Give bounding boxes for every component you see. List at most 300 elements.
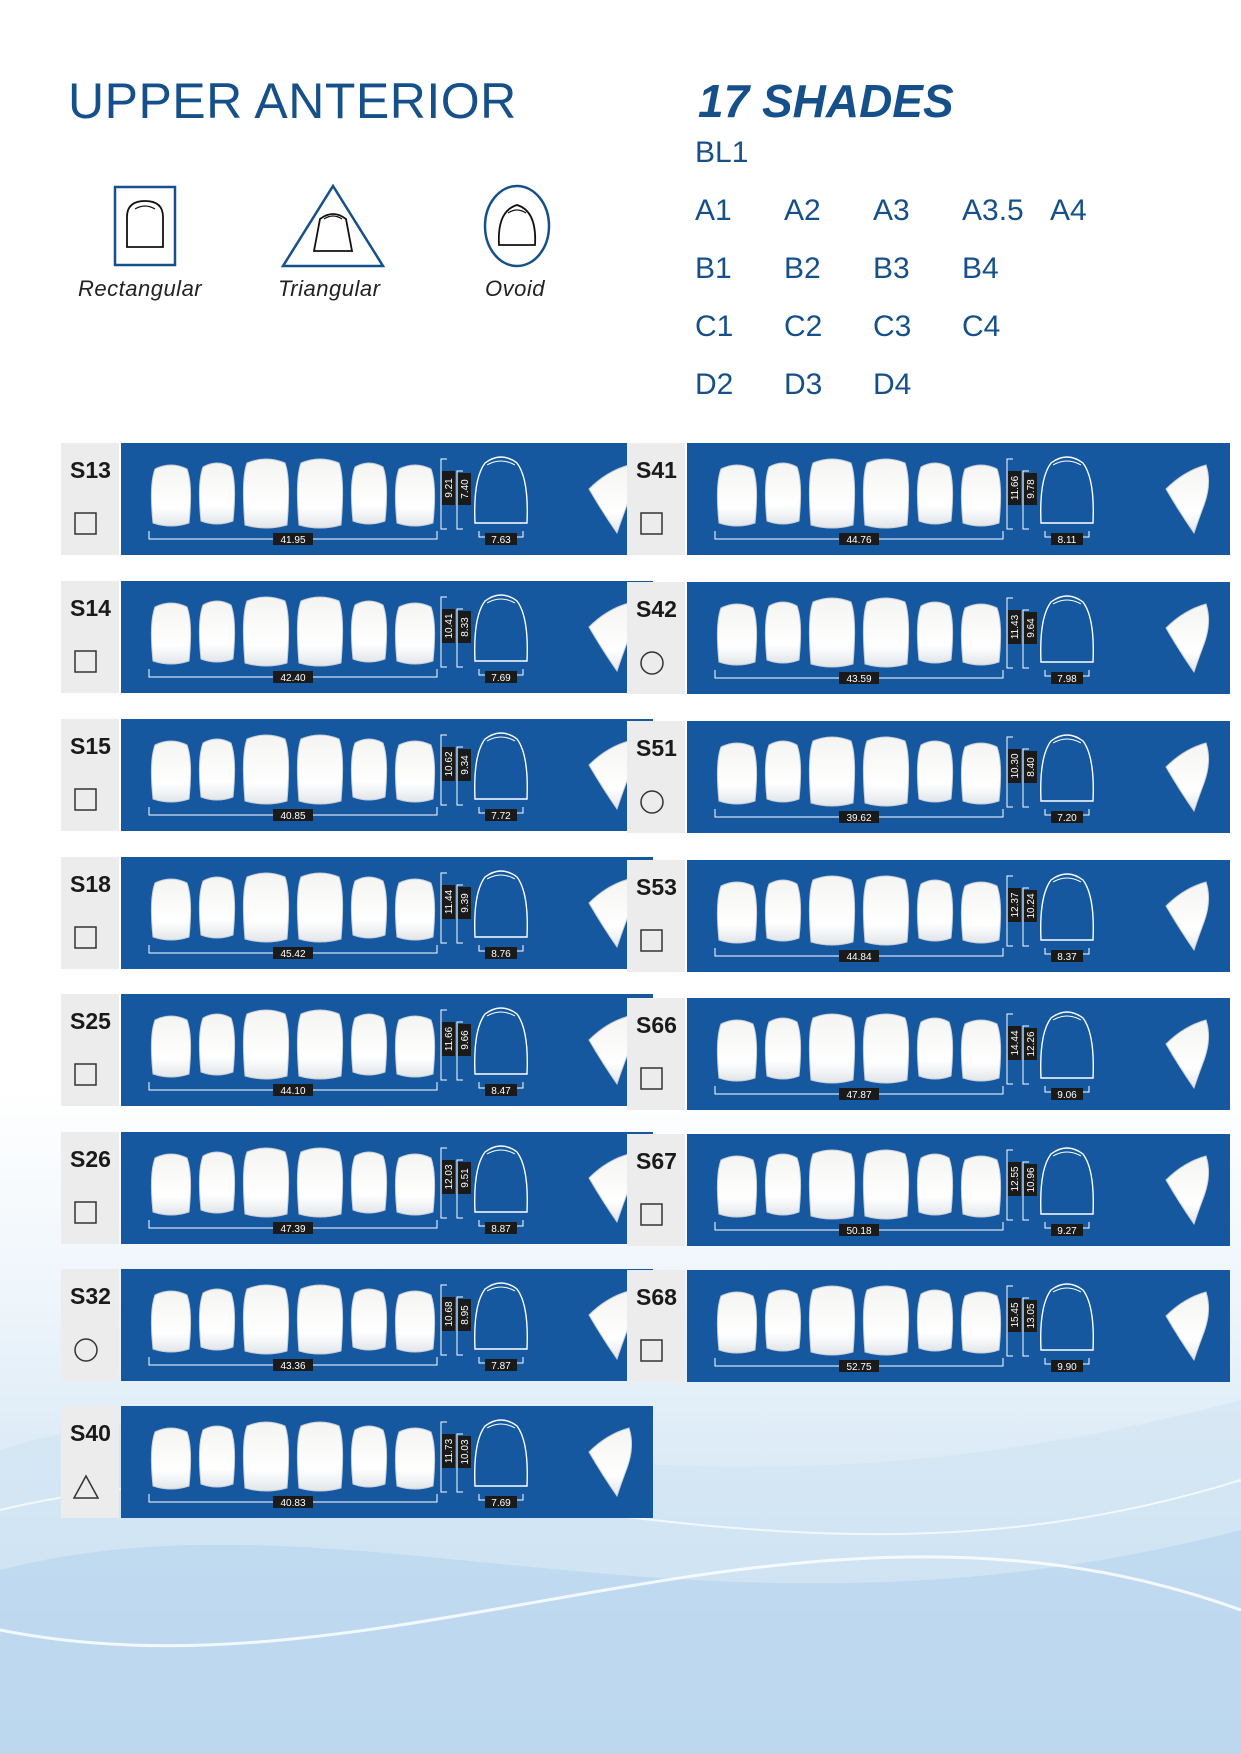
height2-label: 10.03 xyxy=(460,1439,471,1465)
shade-a2: A2 xyxy=(784,194,821,227)
shade-c2: C2 xyxy=(784,310,823,343)
tooth xyxy=(765,1290,800,1351)
tooth xyxy=(765,880,800,941)
tooth xyxy=(395,1291,434,1352)
tooth-outline-icon xyxy=(1041,1284,1094,1350)
tooth xyxy=(351,601,386,662)
mold-illustration xyxy=(687,721,1230,833)
tooth xyxy=(961,882,1000,943)
square-shape-marker-icon xyxy=(73,787,99,813)
tooth xyxy=(151,1016,190,1077)
square-shape-marker-icon xyxy=(639,1338,665,1364)
mold-card-s40 xyxy=(61,1406,653,1518)
mold-illustration xyxy=(121,719,653,831)
tooth xyxy=(151,465,190,526)
mold-code: S15 xyxy=(70,733,111,759)
mold-panel xyxy=(121,857,653,969)
height2-label: 9.39 xyxy=(460,893,471,913)
shade-c3: C3 xyxy=(873,310,912,343)
mold-illustration xyxy=(121,857,653,969)
tooth xyxy=(917,880,952,941)
square-shape-marker-icon xyxy=(73,649,99,675)
tooth-outline-icon xyxy=(1041,596,1094,662)
tooth xyxy=(717,1020,756,1081)
width-label: 44.84 xyxy=(846,952,872,963)
mold-panel xyxy=(121,719,653,831)
height2-label: 8.40 xyxy=(1026,757,1037,777)
ovoid-shape-icon xyxy=(482,183,552,269)
tooth xyxy=(151,603,190,664)
shade-c1: C1 xyxy=(695,310,734,343)
tooth xyxy=(151,741,190,802)
teeth-row xyxy=(717,876,1000,945)
shades-title: 17 SHADES xyxy=(698,75,954,127)
tooth xyxy=(863,1014,908,1083)
height2-label: 9.64 xyxy=(1026,618,1037,638)
tooth xyxy=(863,1286,908,1355)
page-title: UPPER ANTERIOR xyxy=(68,73,517,129)
side-view-tooth xyxy=(1166,604,1209,672)
tooth-outline-icon xyxy=(475,595,528,661)
height2-label: 9.34 xyxy=(460,755,471,775)
mold-panel xyxy=(687,721,1230,833)
tooth-width-label: 9.06 xyxy=(1057,1090,1077,1101)
tooth xyxy=(765,463,800,524)
tooth-outline-edge xyxy=(487,1287,515,1291)
teeth-row xyxy=(717,737,1000,806)
tooth xyxy=(961,465,1000,526)
tooth xyxy=(243,1422,288,1491)
tooth-outline-edge xyxy=(487,1012,515,1016)
shade-c4: C4 xyxy=(962,310,1001,343)
mold-card-s42 xyxy=(627,582,1230,694)
width-label: 43.59 xyxy=(846,674,872,685)
width-label: 52.75 xyxy=(846,1362,872,1373)
square-shape-marker-icon xyxy=(639,1202,665,1228)
tooth-width-label: 7.69 xyxy=(491,673,511,684)
tooth-width-label: 8.11 xyxy=(1057,535,1077,546)
shade-d3: D3 xyxy=(784,368,823,401)
tooth-width-label: 7.20 xyxy=(1057,813,1077,824)
width-label: 47.39 xyxy=(280,1224,306,1235)
tooth xyxy=(151,1154,190,1215)
mold-card-s32 xyxy=(61,1269,653,1381)
side-view-tooth xyxy=(589,1428,632,1496)
side-view-tooth xyxy=(589,1154,632,1222)
mold-panel xyxy=(121,994,653,1106)
tooth xyxy=(199,601,234,662)
tooth xyxy=(961,604,1000,665)
teeth-row xyxy=(151,597,434,666)
tooth xyxy=(351,739,386,800)
tooth xyxy=(243,735,288,804)
shade-b1: B1 xyxy=(695,252,732,285)
mold-illustration xyxy=(121,1406,653,1518)
tooth xyxy=(717,882,756,943)
teeth-row xyxy=(717,598,1000,667)
width-label: 42.40 xyxy=(280,673,306,684)
rectangular-label: Rectangular xyxy=(78,276,203,301)
mold-illustration xyxy=(687,998,1230,1110)
height2-label: 7.40 xyxy=(460,479,471,499)
tooth-outline-edge xyxy=(1053,878,1081,882)
tooth-outline-edge xyxy=(1053,1152,1081,1156)
mold-panel xyxy=(687,582,1230,694)
tooth xyxy=(199,1152,234,1213)
tooth xyxy=(297,1148,342,1217)
mold-card-s66 xyxy=(627,998,1230,1110)
tooth-outline-edge xyxy=(1053,739,1081,743)
teeth-row xyxy=(717,1150,1000,1219)
tooth xyxy=(297,1285,342,1354)
tooth xyxy=(961,1020,1000,1081)
tooth-outline-edge xyxy=(487,1424,515,1428)
shade-a1: A1 xyxy=(695,194,732,227)
height2-label: 10.96 xyxy=(1026,1167,1037,1193)
tooth-width-label: 7.72 xyxy=(491,811,511,822)
tooth xyxy=(151,1291,190,1352)
tooth xyxy=(917,602,952,663)
tooth-width-label: 9.90 xyxy=(1057,1362,1077,1373)
mold-card-s41 xyxy=(627,443,1230,555)
tooth-outline-edge xyxy=(1053,461,1081,465)
shade-bl1: BL1 xyxy=(695,136,749,169)
teeth-row xyxy=(151,1010,434,1079)
mold-panel xyxy=(687,998,1230,1110)
side-view-tooth xyxy=(589,1291,632,1359)
teeth-row xyxy=(151,873,434,942)
shade-a3-5: A3.5 xyxy=(962,194,1024,227)
tooth xyxy=(863,876,908,945)
tooth-outline-edge xyxy=(487,461,515,465)
tooth-outline-icon xyxy=(1041,874,1094,940)
mold-card-s15 xyxy=(61,719,653,831)
tooth xyxy=(809,1014,854,1083)
tooth xyxy=(809,459,854,528)
tooth-outline-edge xyxy=(487,875,515,879)
tooth xyxy=(297,873,342,942)
width-label: 45.42 xyxy=(280,949,306,960)
tooth-outline-icon xyxy=(1041,457,1094,523)
tooth xyxy=(151,879,190,940)
width-label: 39.62 xyxy=(846,813,872,824)
tooth xyxy=(199,877,234,938)
tooth xyxy=(351,1289,386,1350)
mold-code: S68 xyxy=(636,1284,677,1310)
width-label: 44.10 xyxy=(280,1086,306,1097)
mold-illustration xyxy=(121,581,653,693)
triangle-shape-marker-icon xyxy=(73,1474,99,1500)
height-label: 11.73 xyxy=(444,1438,455,1464)
tooth-outline-icon xyxy=(475,1420,528,1486)
tooth xyxy=(863,459,908,528)
tooth-outline-edge xyxy=(487,737,515,741)
tooth xyxy=(717,604,756,665)
width-label: 50.18 xyxy=(846,1226,872,1237)
tooth xyxy=(395,465,434,526)
height2-label: 9.78 xyxy=(1026,479,1037,499)
tooth xyxy=(917,1154,952,1215)
side-view-tooth xyxy=(589,879,632,947)
mold-panel xyxy=(121,1132,653,1244)
shade-b2: B2 xyxy=(784,252,821,285)
tooth xyxy=(297,1010,342,1079)
tooth xyxy=(199,1014,234,1075)
tooth xyxy=(351,1152,386,1213)
square-shape-marker-icon xyxy=(73,1200,99,1226)
height-label: 11.43 xyxy=(1010,614,1021,640)
tooth xyxy=(809,1286,854,1355)
height2-label: 10.24 xyxy=(1026,893,1037,919)
tooth-outline-edge xyxy=(487,1150,515,1154)
shade-a3: A3 xyxy=(873,194,910,227)
square-shape-marker-icon xyxy=(73,1062,99,1088)
tooth xyxy=(297,735,342,804)
height-label: 9.21 xyxy=(444,478,455,498)
height-label: 14.44 xyxy=(1010,1030,1021,1056)
mold-code: S42 xyxy=(636,596,677,622)
mold-illustration xyxy=(687,582,1230,694)
mold-illustration xyxy=(687,1134,1230,1246)
tooth xyxy=(351,1014,386,1075)
side-view-tooth xyxy=(589,1016,632,1084)
mold-code: S13 xyxy=(70,457,111,483)
mold-code: S25 xyxy=(70,1008,111,1034)
tooth xyxy=(917,1290,952,1351)
side-view-tooth xyxy=(1166,743,1209,811)
tooth xyxy=(243,459,288,528)
circle-shape-marker-icon xyxy=(639,650,665,676)
tooth xyxy=(765,602,800,663)
ovoid-label: Ovoid xyxy=(485,276,545,301)
mold-panel xyxy=(687,1134,1230,1246)
mold-code: S51 xyxy=(636,735,677,761)
tooth-width-label: 7.63 xyxy=(491,535,511,546)
width-label: 40.85 xyxy=(280,811,306,822)
teeth-row xyxy=(151,1285,434,1354)
tooth xyxy=(351,877,386,938)
mold-illustration xyxy=(687,860,1230,972)
tooth-width-label: 8.47 xyxy=(491,1086,511,1097)
tooth xyxy=(199,1289,234,1350)
tooth xyxy=(243,597,288,666)
tooth xyxy=(961,743,1000,804)
mold-panel xyxy=(121,443,653,555)
width-label: 44.76 xyxy=(846,535,872,546)
height-label: 11.66 xyxy=(444,1026,455,1052)
mold-code: S66 xyxy=(636,1012,677,1038)
tooth xyxy=(351,1426,386,1487)
tooth xyxy=(863,598,908,667)
tooth xyxy=(961,1292,1000,1353)
tooth-width-label: 7.98 xyxy=(1057,674,1077,685)
tooth-outline-edge xyxy=(487,599,515,603)
tooth xyxy=(243,1010,288,1079)
tooth-outline-edge xyxy=(1053,1288,1081,1292)
mold-panel xyxy=(121,1406,653,1518)
side-view-tooth xyxy=(1166,1156,1209,1224)
height-label: 10.62 xyxy=(444,751,455,777)
teeth-row xyxy=(717,1286,1000,1355)
tooth xyxy=(395,1154,434,1215)
tooth xyxy=(199,739,234,800)
height-label: 12.03 xyxy=(444,1164,455,1190)
mold-card-s13 xyxy=(61,443,653,555)
tooth xyxy=(243,1285,288,1354)
height2-label: 12.26 xyxy=(1026,1031,1037,1057)
tooth xyxy=(765,1154,800,1215)
side-view-tooth xyxy=(589,465,632,533)
tooth-outline-icon xyxy=(1041,1148,1094,1214)
tooth-width-label: 8.76 xyxy=(491,949,511,960)
tooth xyxy=(863,737,908,806)
height-label: 10.41 xyxy=(444,613,455,639)
teeth-row xyxy=(717,459,1000,528)
mold-code: S32 xyxy=(70,1283,111,1309)
mold-code: S41 xyxy=(636,457,677,483)
mold-panel xyxy=(121,581,653,693)
tooth xyxy=(395,1428,434,1489)
shade-b3: B3 xyxy=(873,252,910,285)
mold-panel xyxy=(687,860,1230,972)
mold-panel xyxy=(687,443,1230,555)
mold-illustration xyxy=(687,443,1230,555)
square-shape-marker-icon xyxy=(639,928,665,954)
triangular-label: Triangular xyxy=(278,276,381,301)
tooth xyxy=(199,463,234,524)
tooth-outline-icon xyxy=(475,1146,528,1212)
height-label: 10.30 xyxy=(1010,753,1021,779)
height-label: 11.66 xyxy=(1010,475,1021,501)
tooth xyxy=(917,463,952,524)
mold-illustration xyxy=(121,1269,653,1381)
shade-d2: D2 xyxy=(695,368,734,401)
mold-illustration xyxy=(121,1132,653,1244)
teeth-row xyxy=(151,1148,434,1217)
tooth xyxy=(717,465,756,526)
tooth-outline-icon xyxy=(475,733,528,799)
tooth-width-label: 8.37 xyxy=(1057,952,1077,963)
height-label: 12.55 xyxy=(1010,1166,1021,1192)
tooth-outline-edge xyxy=(1053,1016,1081,1020)
tooth xyxy=(297,597,342,666)
width-label: 43.36 xyxy=(280,1361,306,1372)
height2-label: 8.95 xyxy=(460,1305,471,1325)
height-label: 12.37 xyxy=(1010,892,1021,918)
rectangular-shape-icon xyxy=(113,185,177,267)
tooth xyxy=(809,1150,854,1219)
tooth xyxy=(243,1148,288,1217)
width-label: 40.83 xyxy=(280,1498,306,1509)
mold-card-s14 xyxy=(61,581,653,693)
tooth xyxy=(863,1150,908,1219)
side-view-tooth xyxy=(589,603,632,671)
tooth xyxy=(199,1426,234,1487)
mold-code: S53 xyxy=(636,874,677,900)
height-label: 11.44 xyxy=(444,889,455,915)
tooth xyxy=(717,1292,756,1353)
tooth-width-label: 9.27 xyxy=(1057,1226,1077,1237)
tooth xyxy=(809,598,854,667)
mold-card-s18 xyxy=(61,857,653,969)
mold-panel xyxy=(687,1270,1230,1382)
mold-code: S67 xyxy=(636,1148,677,1174)
tooth xyxy=(961,1156,1000,1217)
mold-code: S40 xyxy=(70,1420,111,1446)
square-shape-marker-icon xyxy=(73,511,99,537)
tooth xyxy=(395,741,434,802)
mold-card-s53 xyxy=(627,860,1230,972)
mold-panel xyxy=(121,1269,653,1381)
tooth xyxy=(765,1018,800,1079)
tooth-outline-edge xyxy=(1053,600,1081,604)
tooth xyxy=(395,879,434,940)
width-label: 41.95 xyxy=(280,535,306,546)
tooth xyxy=(917,741,952,802)
tooth-width-label: 7.87 xyxy=(491,1361,511,1372)
shade-a4: A4 xyxy=(1050,194,1087,227)
square-shape-marker-icon xyxy=(639,1066,665,1092)
teeth-row xyxy=(151,459,434,528)
tooth-outline-icon xyxy=(475,1283,528,1349)
height2-label: 8.33 xyxy=(460,617,471,637)
mold-code: S26 xyxy=(70,1146,111,1172)
mold-illustration xyxy=(121,443,653,555)
shade-d4: D4 xyxy=(873,368,912,401)
circle-shape-marker-icon xyxy=(73,1337,99,1363)
mold-illustration xyxy=(121,994,653,1106)
width-label: 47.87 xyxy=(846,1090,872,1101)
square-shape-marker-icon xyxy=(73,925,99,951)
tooth-width-label: 7.69 xyxy=(491,1498,511,1509)
tooth-outline-icon xyxy=(475,457,528,523)
tooth xyxy=(297,1422,342,1491)
mold-card-s51 xyxy=(627,721,1230,833)
square-shape-marker-icon xyxy=(639,511,665,537)
tooth xyxy=(395,1016,434,1077)
tooth xyxy=(351,463,386,524)
mold-card-s68 xyxy=(627,1270,1230,1382)
side-view-tooth xyxy=(1166,1020,1209,1088)
tooth xyxy=(297,459,342,528)
tooth xyxy=(243,873,288,942)
height2-label: 9.51 xyxy=(460,1168,471,1188)
tooth-outline-icon xyxy=(1041,735,1094,801)
shade-b4: B4 xyxy=(962,252,999,285)
height2-label: 13.05 xyxy=(1026,1303,1037,1329)
tooth xyxy=(917,1018,952,1079)
tooth xyxy=(809,737,854,806)
side-view-tooth xyxy=(589,741,632,809)
side-view-tooth xyxy=(1166,882,1209,950)
tooth xyxy=(717,743,756,804)
tooth xyxy=(717,1156,756,1217)
tooth-width-label: 8.87 xyxy=(491,1224,511,1235)
tooth xyxy=(395,603,434,664)
mold-code: S18 xyxy=(70,871,111,897)
teeth-row xyxy=(717,1014,1000,1083)
tooth xyxy=(809,876,854,945)
mold-illustration xyxy=(687,1270,1230,1382)
mold-card-s25 xyxy=(61,994,653,1106)
tooth-outline-icon xyxy=(475,871,528,937)
height-label: 10.68 xyxy=(444,1301,455,1327)
tooth xyxy=(151,1428,190,1489)
height2-label: 9.66 xyxy=(460,1030,471,1050)
teeth-row xyxy=(151,735,434,804)
height-label: 15.45 xyxy=(1010,1302,1021,1328)
mold-code: S14 xyxy=(70,595,111,621)
